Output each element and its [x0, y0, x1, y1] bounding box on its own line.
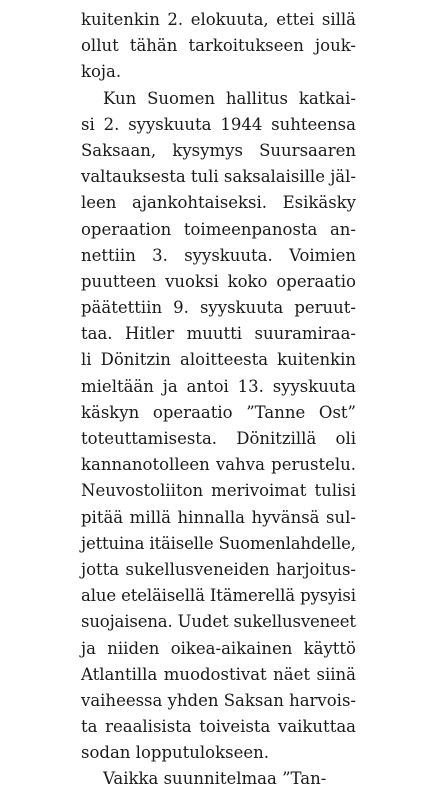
text-line: kuitenkin 2. elokuuta, ettei sillä [81, 10, 356, 29]
body-text [81, 7, 356, 793]
text-line: operaation toimeenpanosta an- [81, 219, 356, 239]
text-line: puutteen vuoksi koko operaatio [81, 271, 356, 291]
text-line: ja niiden oikea-aikainen käyttö [81, 638, 356, 658]
text-line: pitää millä hinnalla hyvänsä sul- [81, 507, 356, 527]
text-line: taa. Hitler muutti suuramiraa- [81, 324, 356, 344]
text-line: si 2. syyskuuta 1944 suhteensa [81, 114, 356, 134]
text-line: vaiheessa yhden Saksan harvois- [81, 690, 356, 710]
text-line: mieltään ja antoi 13. syyskuuta [81, 376, 356, 396]
text-line: suojaisena. Uudet sukellusveneet [81, 612, 356, 632]
text-line: ta reaalisista toiveista vaikuttaa [81, 717, 356, 737]
text-line: Saksaan, kysymys Suursaaren [81, 140, 356, 160]
text-line: Neuvostoliiton merivoimat tulisi [81, 481, 356, 501]
text-line: päätettiin 9. syyskuuta peruut- [81, 298, 356, 318]
text-line: alue eteläisellä Itämerellä pysyisi [81, 586, 356, 606]
text-line: valtauksesta tuli saksalaisille jäl- [81, 167, 356, 187]
text-line: ollut tähän tarkoitukseen jouk- [81, 36, 356, 56]
text-line: li Dönitzin aloitteesta kuitenkin [81, 350, 356, 370]
text-line: Atlantilla muodostivat näet siinä [81, 664, 356, 684]
text-line: toteuttamisesta. Dönitzillä oli [81, 429, 356, 448]
text-line: käskyn operaatio ”Tanne Ost” [81, 402, 356, 422]
text-line: koja. [81, 62, 122, 82]
text-line: sodan lopputulokseen. [81, 743, 269, 763]
paragraph-start-line: Vaikka suunnitelmaa ”Tan- [103, 769, 327, 789]
text-line: leen ajankohtaiseksi. Esikäsky [81, 193, 356, 213]
text-line: jotta sukellusveneiden harjoitus- [81, 559, 356, 579]
text-line: jettuina itäiselle Suomenlahdelle, [81, 533, 356, 553]
text-line: nettiin 3. syyskuuta. Voimien [81, 245, 356, 265]
paragraph-start-line: Kun Suomen hallitus katkai- [103, 88, 356, 108]
text-line: kannanotolleen vahva perustelu. [81, 455, 356, 475]
